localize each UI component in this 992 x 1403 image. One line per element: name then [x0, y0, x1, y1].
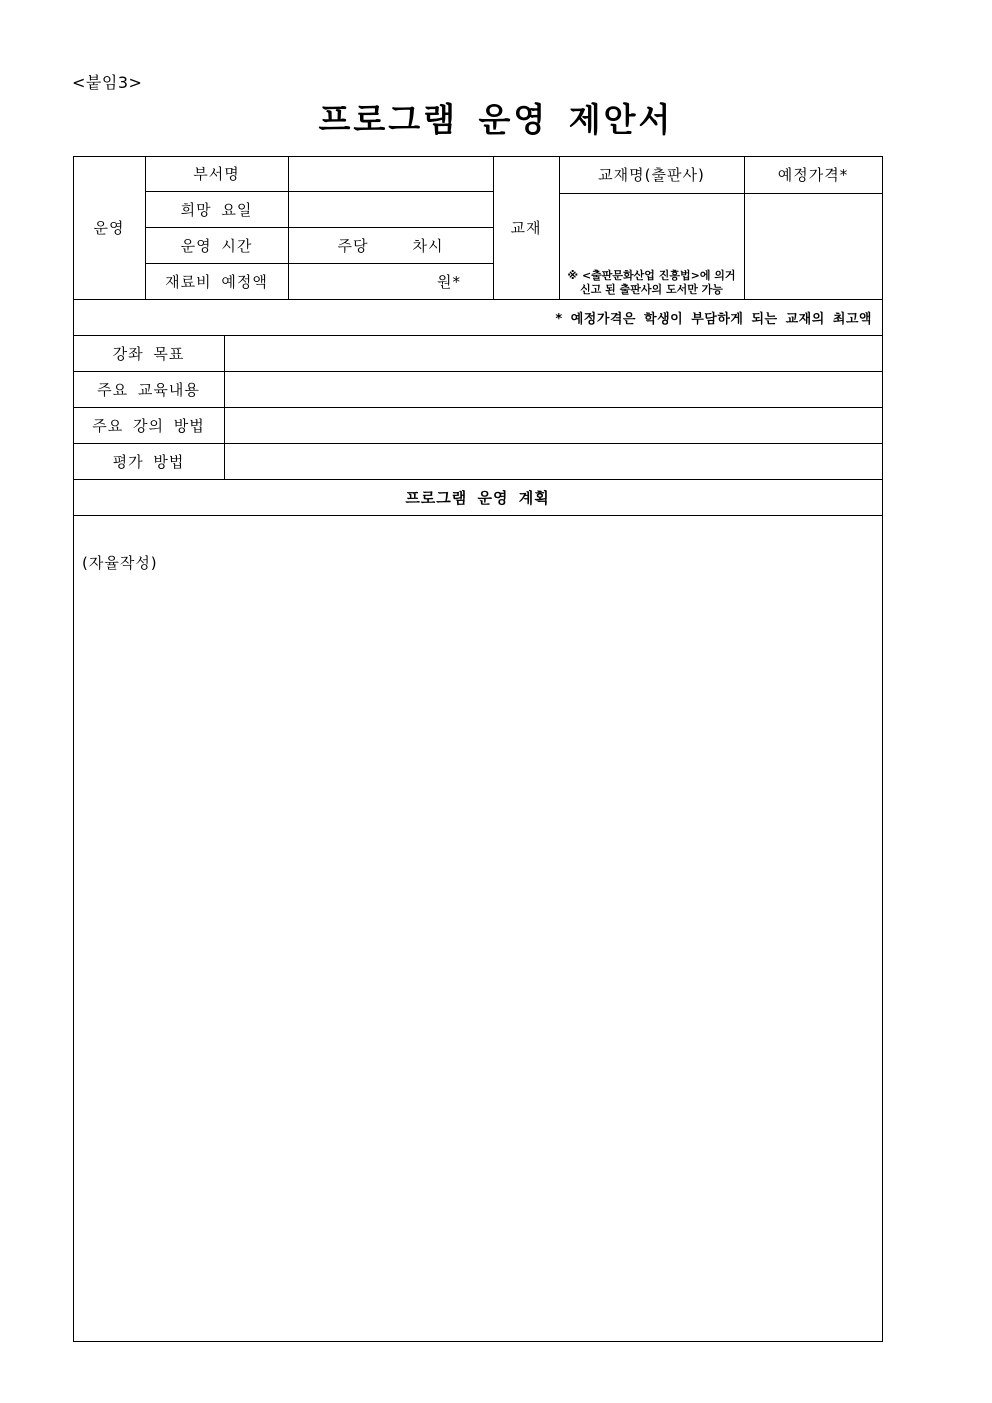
price-note: * 예정가격은 학생이 부담하게 되는 교재의 최고액	[555, 311, 872, 327]
textbook-name-header: 교재명(출판사)	[598, 166, 705, 184]
day-label: 희망 요일	[180, 200, 253, 219]
time-sessions-text: 차시	[412, 236, 444, 255]
dept-label: 부서명	[193, 165, 240, 183]
textbook-price-field[interactable]	[744, 193, 882, 299]
textbook-section-label: 교재	[510, 219, 542, 237]
lecture-goal-field[interactable]	[224, 335, 882, 371]
main-content-field[interactable]	[224, 371, 882, 407]
textbook-name-field[interactable]	[559, 193, 744, 299]
attachment-label: <붙임3>	[72, 73, 143, 92]
dept-field[interactable]	[288, 156, 493, 191]
page-title: 프로그램 운영 제안서	[318, 100, 674, 139]
publisher-note-line2: 신고 된 출판사의 도서만 가능	[580, 283, 723, 296]
lecture-goal-label: 강좌 목표	[112, 344, 185, 363]
operation-section-label: 운영	[93, 219, 125, 237]
evaluation-method-label: 평가 방법	[112, 452, 185, 471]
material-unit: 원*	[437, 272, 461, 291]
teaching-method-field[interactable]	[224, 407, 882, 443]
plan-header: 프로그램 운영 계획	[405, 488, 550, 507]
teaching-method-label: 주요 강의 방법	[92, 416, 205, 435]
main-content-label: 주요 교육내용	[97, 380, 200, 399]
time-field[interactable]	[288, 227, 493, 263]
material-label: 재료비 예정액	[165, 272, 268, 291]
evaluation-method-field[interactable]	[224, 443, 882, 479]
plan-textarea[interactable]	[74, 516, 882, 1341]
material-field[interactable]	[288, 263, 493, 299]
plan-placeholder: (자율작성)	[82, 554, 158, 572]
time-weekly-text: 주당	[337, 236, 369, 255]
textbook-price-header: 예정가격*	[777, 166, 849, 184]
day-field[interactable]	[288, 191, 493, 227]
publisher-note-line1: ※ <출판문화산업 진흥법>에 의거	[567, 269, 736, 282]
time-label: 운영 시간	[180, 236, 253, 255]
